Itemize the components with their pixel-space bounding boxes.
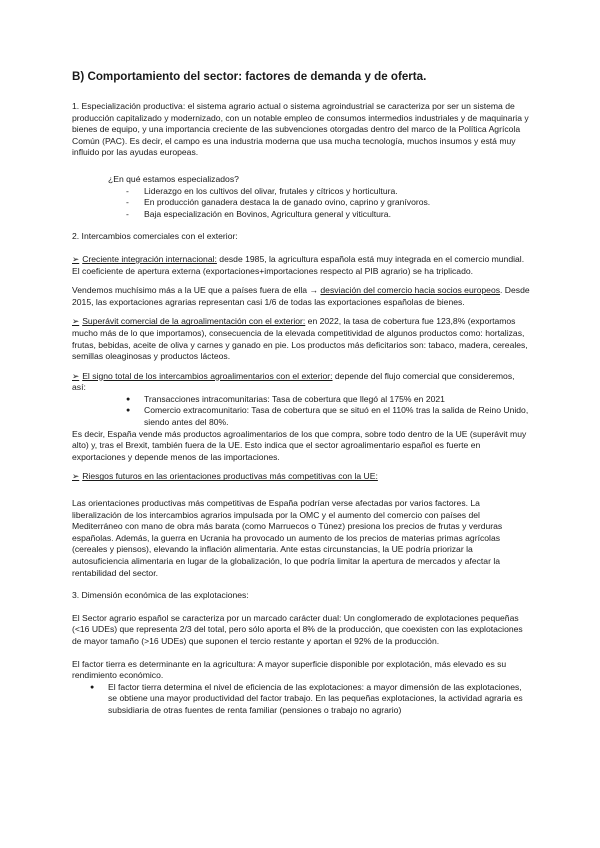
arrow-bullet-icon: ➢: [72, 370, 80, 381]
arrow-bullet-icon: ➢: [72, 316, 80, 327]
dual-sector-paragraph: El Sector agrario español se caracteriza por un marcado carácter dual: Un conglomerado de explotaciones pequeñas (<16 UDEs) que representa 2/3 del total, pero sólo aporta el 8% de la producción, que coexisten con las explotaciones de mayor tamaño (>16 UDEs) que suponen el tercio restante y aportan el 92% de la producción.: [72, 612, 523, 646]
specialization-paragraph: 1. Especialización productiva: el sistema agrario actual o sistema agroindustrial se caracteriza por ser un sistema de producción capitalizado y modernizado, con un notable empleo de consumos intermedios industriales y de maquinaria y bienes de equipo, y una importancia creciente de las subvenciones otorgadas dentro del marco de la Política Agrícola Común (PAC). Es decir, el campo es una industria moderna que usa mucha tecnología, muchos insumos y está muy influido por las ayudas europeas.: [72, 101, 529, 158]
trade-sign-label: ➢ El signo total de los intercambios agroalimentarios con el exterior:: [72, 370, 333, 381]
list-item: ● Comercio extracomunitario: Tasa de cobertura que se situó en el 110% tras la salida de Reino Unido, siendo antes del 80%.: [126, 405, 530, 428]
specialization-question: ¿En qué estamos especializados?: [108, 173, 239, 184]
list-item: ● El factor tierra determina el nivel de eficiencia de las explotaciones: a mayor dimensión de las explotaciones, se obtiene una mayor productividad del factor trabajo. En las pequeñas explotaciones, la actividad agraria es subsidiaria de otras fuentes de renta familiar (pensiones o trabajo no agrario): [90, 682, 530, 717]
land-factor-paragraph: El factor tierra es determinante en la agricultura: A mayor superficie disponible por explotación, más elevado es su rendimiento económico.: [72, 658, 507, 681]
list-item: - Liderazgo en los cultivos del olivar, frutales y cítricos y horticultura.: [126, 186, 530, 198]
farm-size-heading: 3. Dimensión económica de las explotaciones:: [72, 590, 249, 601]
trade-diversion-link: desviación del comercio hacia socios europeos: [320, 285, 501, 296]
page-title: B) Comportamiento del sector: factores de demanda y de oferta.: [72, 70, 427, 83]
surplus-label: ➢ Superávit comercial de la agroalimentación con el exterior:: [72, 316, 306, 327]
list-item: ● Transacciones intracomunitarias: Tasa de cobertura que llegó al 175% en 2021: [126, 394, 530, 406]
arrow-bullet-icon: ➢: [72, 471, 80, 482]
risks-heading: ➢ Riesgos futuros en las orientaciones productivas más competitivas con la UE:: [72, 471, 378, 482]
arrow-bullet-icon: ➢: [72, 253, 80, 264]
list-item: - Baja especialización en Bovinos, Agricultura general y viticultura.: [126, 209, 530, 221]
list-item: - En producción ganadera destaca la de ganado ovino, caprino y granívoros.: [126, 197, 530, 209]
trade-sign-paragraph: ➢ El signo total de los intercambios agroalimentarios con el exterior: depende del flujo comercial que consideremos, así:: [72, 370, 515, 393]
integration-paragraph: ➢ Creciente integración internacional: desde 1985, la agricultura española está muy integrada en el comercio mundial. El coeficiente de apertura externa (exportaciones+importaciones respecto al PIB agrario) se ha triplicado.: [72, 253, 525, 276]
integration-label: ➢ Creciente integración internacional:: [72, 253, 217, 264]
eu-trade-paragraph: Vendemos muchísimo más a la UE que a países fuera de ella → desviación del comercio hacia socios europeos. Desde 2015, las exportaciones agrarias representan casi 1/6 de todas las exportaciones españolas de bienes.: [72, 285, 530, 307]
summary-paragraph: Es decir, España vende más productos agroalimentarios de los que compra, sobre todo dentro de la UE (superávit muy alto) y, tras el Brexit, también fuera de la UE. Esto indica que el sector agroalimentario español es fuerte en exportaciones y depende menos de las importaciones.: [72, 428, 527, 462]
trade-heading: 2. Intercambios comerciales con el exterior:: [72, 231, 238, 242]
land-factor-list: [72, 682, 530, 717]
risks-paragraph: Las orientaciones productivas más competitivas de España podrían verse afectadas por varios factores. La liberalización de los intercambios agrarios impulsada por la OMC y el aumento del comercio con países del Mediterráneo con mano de obra más barata (como Marruecos o Túnez) presiona los precios de frutas y verduras españolas. Además, la guerra en Ucrania ha provocado un aumento de los precios de materias primas agrícolas (cereales y piensos), elevando la inflación alimentaria. Ante estas circunstancias, la UE podría priorizar la autosuficiencia alimentaria en lugar de la globalización, lo que podría limitar la apertura de mercados y afectar la rentabilidad del sector.: [72, 498, 503, 578]
surplus-paragraph: ➢ Superávit comercial de la agroalimentación con el exterior: en 2022, la tasa de cobertura fue 123,8% (exportamos mucho más de lo que importamos), consecuencia de la elevada competitividad de algunos productos como: hortalizas, frutas, bebidas, aceite de oliva y carnes y ganado en pie. Los productos más deficitarios son: tabaco, madera, cereales, semillas oleaginosas y productos lácteos.: [72, 316, 528, 362]
specialization-list: [72, 186, 530, 221]
coverage-list: [72, 394, 530, 429]
